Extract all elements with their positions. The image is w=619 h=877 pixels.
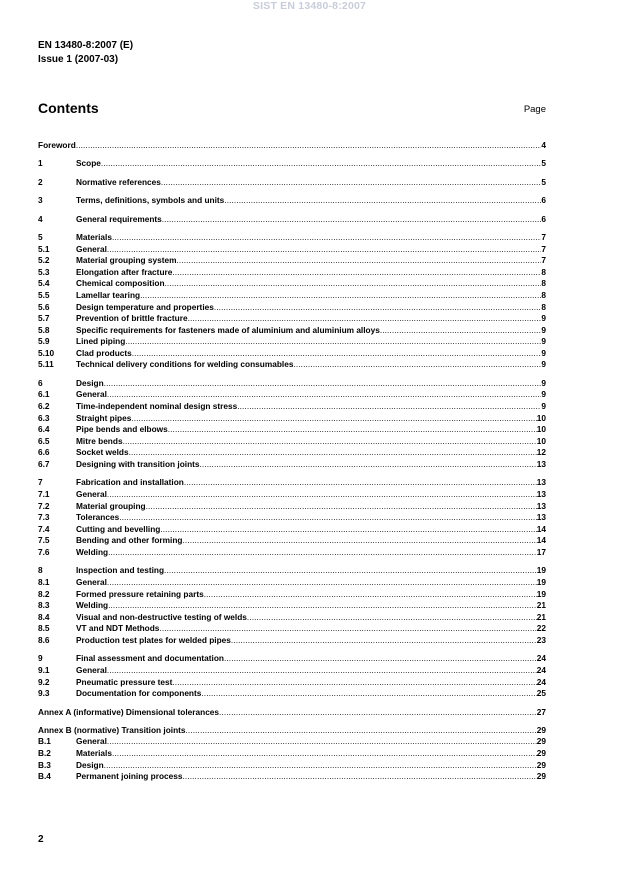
toc-entry-page: 23 bbox=[536, 634, 546, 645]
toc-entry-page: 10 bbox=[536, 412, 546, 423]
toc-entry-title: Elongation after fracture bbox=[76, 266, 173, 277]
toc-entry-title: Welding bbox=[76, 600, 109, 611]
toc-leader-dots bbox=[119, 512, 537, 524]
toc-entry-page: 21 bbox=[536, 600, 546, 611]
toc-entry[interactable] bbox=[38, 401, 546, 413]
toc-entry-title: Pipe bends and elbows bbox=[76, 424, 168, 435]
toc-entry-number: 6.4 bbox=[38, 424, 50, 435]
toc-entry-title: General bbox=[76, 243, 107, 254]
toc-entry-number: B.2 bbox=[38, 748, 51, 759]
toc-entry[interactable] bbox=[38, 325, 546, 337]
toc-entry-page: 12 bbox=[536, 447, 546, 458]
toc-entry-page: 14 bbox=[536, 535, 546, 546]
toc-entry-title: Documentation for components bbox=[76, 688, 202, 699]
toc-entry-page: 13 bbox=[536, 512, 546, 523]
toc-entry[interactable] bbox=[38, 489, 546, 501]
toc-entry-page: 10 bbox=[536, 435, 546, 446]
toc-entry-number: 6.7 bbox=[38, 459, 50, 470]
toc-entry[interactable] bbox=[38, 177, 546, 189]
toc-leader-dots bbox=[132, 348, 542, 360]
toc-entry[interactable] bbox=[38, 725, 546, 737]
toc-entry-title: Design bbox=[76, 377, 104, 388]
toc-leader-dots bbox=[224, 195, 541, 207]
toc-entry-page: 7 bbox=[541, 255, 546, 266]
toc-entry-title: Materials bbox=[76, 748, 112, 759]
toc-entry-title: General requirements bbox=[76, 213, 162, 224]
toc-entry-number: 7.2 bbox=[38, 500, 50, 511]
toc-entry-title: Designing with transition joints bbox=[76, 459, 200, 470]
toc-entry-title: General bbox=[76, 736, 107, 747]
toc-entry-number: 6.1 bbox=[38, 389, 50, 400]
toc-entry-number: 1 bbox=[38, 158, 43, 169]
toc-leader-dots bbox=[162, 214, 542, 226]
toc-entry[interactable] bbox=[38, 512, 546, 524]
toc-leader-dots bbox=[104, 760, 537, 772]
toc-entry-page: 5 bbox=[541, 176, 546, 187]
toc-entry-page: 29 bbox=[536, 771, 546, 782]
toc-entry-number: 8.6 bbox=[38, 634, 50, 645]
toc-entry[interactable] bbox=[38, 424, 546, 436]
toc-entry-number: B.1 bbox=[38, 736, 51, 747]
toc-entry-title: Formed pressure retaining parts bbox=[76, 588, 204, 599]
toc-entry-page: 13 bbox=[536, 500, 546, 511]
toc-entry-number: 5.6 bbox=[38, 301, 50, 312]
toc-entry[interactable] bbox=[38, 158, 546, 170]
toc-leader-dots bbox=[200, 459, 537, 471]
toc-entry-title: Tolerances bbox=[76, 512, 120, 523]
toc-leader-dots bbox=[159, 623, 536, 635]
toc-entry-number: 5.9 bbox=[38, 336, 50, 347]
toc-entry-title: Final assessment and documentation bbox=[76, 653, 224, 664]
toc-entry-number: 7.4 bbox=[38, 523, 50, 534]
toc-entry-page: 13 bbox=[536, 459, 546, 470]
table-of-contents bbox=[38, 140, 546, 783]
toc-entry-page: 9 bbox=[541, 401, 546, 412]
toc-leader-dots bbox=[112, 232, 541, 244]
toc-entry-title: Material grouping bbox=[76, 500, 146, 511]
page-column-label: Page bbox=[523, 104, 546, 115]
toc-leader-dots bbox=[172, 677, 536, 689]
toc-leader-dots bbox=[177, 255, 542, 267]
toc-entry-number: 2 bbox=[38, 176, 43, 187]
toc-entry-number: 6.3 bbox=[38, 412, 50, 423]
toc-leader-dots bbox=[168, 424, 537, 436]
toc-entry-title: VT and NDT Methods bbox=[76, 623, 160, 634]
toc-entry[interactable] bbox=[38, 623, 546, 635]
toc-entry[interactable] bbox=[38, 267, 546, 279]
toc-entry-title: Lined piping bbox=[76, 336, 126, 347]
contents-heading: Contents bbox=[38, 100, 99, 116]
toc-entry-page: 21 bbox=[536, 611, 546, 622]
toc-entry[interactable] bbox=[38, 535, 546, 547]
toc-entry-number: 8.3 bbox=[38, 600, 50, 611]
toc-entry-page: 4 bbox=[541, 140, 546, 150]
toc-leader-dots bbox=[107, 244, 541, 256]
toc-entry-number: 6.6 bbox=[38, 447, 50, 458]
toc-entry-number: 8.5 bbox=[38, 623, 50, 634]
toc-entry-title: Welding bbox=[76, 546, 109, 557]
toc-entry-number: 6.2 bbox=[38, 401, 50, 412]
toc-leader-dots bbox=[160, 524, 536, 536]
toc-entry-number: 5.10 bbox=[38, 347, 55, 358]
toc-leader-dots bbox=[293, 359, 541, 371]
toc-entry-title: Annex B (normative) Transition joints bbox=[38, 724, 186, 735]
toc-leader-dots bbox=[201, 688, 536, 700]
toc-entry-page: 5 bbox=[541, 158, 546, 169]
toc-entry-title: Clad products bbox=[76, 347, 132, 358]
toc-entry-page: 9 bbox=[541, 347, 546, 358]
toc-entry[interactable] bbox=[38, 736, 546, 748]
toc-entry[interactable] bbox=[38, 635, 546, 647]
toc-leader-dots bbox=[107, 489, 537, 501]
toc-entry-title: Lamellar tearing bbox=[76, 289, 141, 300]
toc-leader-dots bbox=[108, 547, 537, 559]
toc-entry[interactable] bbox=[38, 524, 546, 536]
toc-leader-dots bbox=[107, 577, 537, 589]
toc-entry[interactable] bbox=[38, 378, 546, 390]
toc-leader-dots bbox=[107, 736, 537, 748]
toc-entry-page: 6 bbox=[541, 213, 546, 224]
toc-entry-number: 8.1 bbox=[38, 576, 50, 587]
toc-entry-page: 8 bbox=[541, 301, 546, 312]
toc-entry[interactable] bbox=[38, 359, 546, 371]
toc-entry-page: 13 bbox=[536, 489, 546, 500]
toc-entry-page: 13 bbox=[536, 477, 546, 488]
toc-entry-page: 9 bbox=[541, 359, 546, 370]
toc-entry-number: 5.11 bbox=[38, 359, 54, 370]
toc-entry[interactable] bbox=[38, 565, 546, 577]
toc-entry-number: 7 bbox=[38, 477, 43, 488]
toc-entry-page: 9 bbox=[541, 313, 546, 324]
page-number: 2 bbox=[38, 834, 44, 845]
toc-entry-number: 4 bbox=[38, 213, 43, 224]
toc-entry-page: 24 bbox=[536, 653, 546, 664]
toc-entry-page: 19 bbox=[536, 576, 546, 587]
toc-leader-dots bbox=[182, 535, 536, 547]
toc-entry-title: Scope bbox=[76, 158, 101, 169]
document-header bbox=[38, 39, 133, 67]
toc-entry-number: 6 bbox=[38, 377, 43, 388]
toc-entry-title: Socket welds bbox=[76, 447, 129, 458]
toc-entry[interactable] bbox=[38, 244, 546, 256]
toc-entry-page: 17 bbox=[536, 546, 546, 557]
toc-entry-page: 9 bbox=[541, 389, 546, 400]
toc-entry-title: Visual and non-destructive testing of welds bbox=[76, 611, 247, 622]
toc-entry-title: Time-independent nominal design stress bbox=[76, 401, 238, 412]
toc-entry-number: 5.5 bbox=[38, 289, 50, 300]
toc-leader-dots bbox=[146, 501, 537, 513]
toc-leader-dots bbox=[219, 707, 537, 719]
toc-leader-dots bbox=[129, 447, 537, 459]
toc-entry-title: Inspection and testing bbox=[76, 565, 165, 576]
standard-reference: EN 13480-8:2007 (E) bbox=[38, 40, 134, 51]
toc-leader-dots bbox=[125, 336, 541, 348]
toc-entry-number: 5.1 bbox=[38, 243, 50, 254]
toc-leader-dots bbox=[183, 771, 537, 783]
toc-entry-page: 10 bbox=[536, 424, 546, 435]
toc-entry-page: 8 bbox=[541, 266, 546, 277]
toc-entry-page: 8 bbox=[541, 289, 546, 300]
toc-entry[interactable] bbox=[38, 232, 546, 244]
toc-leader-dots bbox=[172, 267, 541, 279]
toc-entry[interactable] bbox=[38, 501, 546, 513]
toc-entry-page: 14 bbox=[536, 523, 546, 534]
toc-entry-page: 9 bbox=[541, 377, 546, 388]
toc-entry-title: Straight pipes bbox=[76, 412, 132, 423]
toc-entry[interactable] bbox=[38, 677, 546, 689]
toc-entry-number: 7.3 bbox=[38, 512, 50, 523]
toc-entry[interactable] bbox=[38, 413, 546, 425]
toc-entry-page: 27 bbox=[536, 706, 546, 717]
toc-entry[interactable] bbox=[38, 665, 546, 677]
toc-entry[interactable] bbox=[38, 459, 546, 471]
toc-entry-title: Annex A (informative) Dimensional tolerances bbox=[38, 706, 220, 717]
toc-entry-page: 29 bbox=[536, 748, 546, 759]
toc-entry-number: B.3 bbox=[38, 759, 51, 770]
toc-entry-number: 5.7 bbox=[38, 313, 50, 324]
toc-entry-title: Permanent joining process bbox=[76, 771, 183, 782]
toc-entry[interactable] bbox=[38, 195, 546, 207]
toc-entry-title: Normative references bbox=[76, 176, 161, 187]
toc-entry-title: Mitre bends bbox=[76, 435, 123, 446]
toc-leader-dots bbox=[204, 589, 537, 601]
toc-leader-dots bbox=[161, 177, 542, 189]
toc-entry-number: 7.6 bbox=[38, 546, 50, 557]
toc-entry-page: 22 bbox=[536, 623, 546, 634]
toc-entry-number: 9.1 bbox=[38, 664, 50, 675]
toc-entry[interactable] bbox=[38, 214, 546, 226]
toc-entry-title: Technical delivery conditions for welding consumables bbox=[76, 359, 294, 370]
toc-entry-title: General bbox=[76, 576, 107, 587]
toc-entry-title: Fabrication and installation bbox=[76, 477, 184, 488]
toc-leader-dots bbox=[107, 389, 541, 401]
toc-entry-page: 29 bbox=[536, 736, 546, 747]
toc-entry-number: 5.2 bbox=[38, 255, 50, 266]
toc-entry-title: Bending and other forming bbox=[76, 535, 183, 546]
toc-entry-title: Specific requirements for fasteners made of aluminium and aluminium alloys bbox=[76, 324, 380, 335]
toc-leader-dots bbox=[123, 436, 537, 448]
toc-entry[interactable] bbox=[38, 348, 546, 360]
toc-entry-title: Production test plates for welded pipes bbox=[76, 634, 231, 645]
watermark: SIST EN 13480-8:2007 bbox=[252, 0, 367, 12]
toc-leader-dots bbox=[224, 653, 537, 665]
toc-entry-title: Pneumatic pressure test bbox=[76, 676, 173, 687]
toc-entry-number: 5.4 bbox=[38, 278, 50, 289]
toc-leader-dots bbox=[131, 413, 536, 425]
toc-leader-dots bbox=[237, 401, 541, 413]
toc-entry[interactable] bbox=[38, 600, 546, 612]
toc-entry[interactable] bbox=[38, 140, 546, 152]
toc-entry-page: 9 bbox=[541, 324, 546, 335]
toc-entry-number: 5 bbox=[38, 231, 43, 242]
toc-entry-title: Prevention of brittle fracture bbox=[76, 313, 188, 324]
toc-entry[interactable] bbox=[38, 688, 546, 700]
toc-entry[interactable] bbox=[38, 290, 546, 302]
toc-leader-dots bbox=[76, 140, 542, 152]
toc-entry[interactable] bbox=[38, 547, 546, 559]
toc-entry-title: Chemical composition bbox=[76, 278, 165, 289]
toc-entry-title: Material grouping system bbox=[76, 255, 177, 266]
toc-entry-page: 29 bbox=[536, 724, 546, 735]
toc-entry-number: 7.5 bbox=[38, 535, 50, 546]
toc-entry-page: 6 bbox=[541, 195, 546, 206]
toc-entry[interactable] bbox=[38, 748, 546, 760]
toc-entry[interactable] bbox=[38, 313, 546, 325]
toc-leader-dots bbox=[165, 278, 542, 290]
toc-entry-number: 5.8 bbox=[38, 324, 50, 335]
toc-entry-number: B.4 bbox=[38, 771, 51, 782]
toc-entry-title: General bbox=[76, 389, 107, 400]
toc-leader-dots bbox=[186, 725, 537, 737]
toc-entry-page: 24 bbox=[536, 676, 546, 687]
toc-leader-dots bbox=[104, 378, 542, 390]
toc-leader-dots bbox=[247, 612, 537, 624]
toc-entry[interactable] bbox=[38, 447, 546, 459]
toc-entry-number: 6.5 bbox=[38, 435, 50, 446]
toc-entry-page: 8 bbox=[541, 278, 546, 289]
toc-entry[interactable] bbox=[38, 612, 546, 624]
toc-leader-dots bbox=[380, 325, 542, 337]
toc-entry[interactable] bbox=[38, 477, 546, 489]
toc-entry-title: General bbox=[76, 489, 107, 500]
toc-entry-page: 29 bbox=[536, 759, 546, 770]
toc-entry-page: 24 bbox=[536, 664, 546, 675]
toc-entry-title: Foreword bbox=[38, 140, 76, 150]
toc-entry-number: 5.3 bbox=[38, 266, 50, 277]
toc-leader-dots bbox=[112, 748, 537, 760]
toc-leader-dots bbox=[184, 477, 537, 489]
toc-leader-dots bbox=[214, 302, 542, 314]
toc-entry-number: 9.3 bbox=[38, 688, 50, 699]
toc-entry-number: 8.4 bbox=[38, 611, 50, 622]
toc-leader-dots bbox=[188, 313, 542, 325]
toc-leader-dots bbox=[108, 600, 537, 612]
toc-entry-number: 8 bbox=[38, 565, 43, 576]
toc-entry-page: 9 bbox=[541, 336, 546, 347]
toc-entry[interactable] bbox=[38, 389, 546, 401]
toc-entry-number: 8.2 bbox=[38, 588, 50, 599]
toc-entry-number: 7.1 bbox=[38, 489, 50, 500]
toc-entry-page: 19 bbox=[536, 565, 546, 576]
toc-entry[interactable] bbox=[38, 589, 546, 601]
toc-entry[interactable] bbox=[38, 707, 546, 719]
toc-leader-dots bbox=[140, 290, 541, 302]
toc-entry[interactable] bbox=[38, 771, 546, 783]
toc-entry-number: 3 bbox=[38, 195, 43, 206]
toc-leader-dots bbox=[101, 158, 541, 170]
toc-entry[interactable] bbox=[38, 336, 546, 348]
toc-entry[interactable] bbox=[38, 436, 546, 448]
toc-entry-number: 9 bbox=[38, 653, 43, 664]
toc-entry-title: General bbox=[76, 664, 107, 675]
toc-entry[interactable] bbox=[38, 278, 546, 290]
toc-leader-dots bbox=[107, 665, 537, 677]
toc-entry[interactable] bbox=[38, 302, 546, 314]
toc-entry[interactable] bbox=[38, 577, 546, 589]
toc-entry[interactable] bbox=[38, 760, 546, 772]
toc-entry[interactable] bbox=[38, 653, 546, 665]
toc-entry-page: 7 bbox=[541, 231, 546, 242]
toc-entry-title: Terms, definitions, symbols and units bbox=[76, 195, 225, 206]
toc-entry-title: Materials bbox=[76, 231, 112, 242]
toc-entry[interactable] bbox=[38, 255, 546, 267]
toc-entry-page: 7 bbox=[541, 243, 546, 254]
toc-entry-number: 9.2 bbox=[38, 676, 50, 687]
toc-entry-title: Cutting and bevelling bbox=[76, 523, 161, 534]
issue-line: Issue 1 (2007-03) bbox=[38, 54, 119, 65]
toc-entry-page: 25 bbox=[536, 688, 546, 699]
toc-entry-page: 19 bbox=[536, 588, 546, 599]
toc-leader-dots bbox=[231, 635, 537, 647]
toc-leader-dots bbox=[164, 565, 537, 577]
toc-entry-title: Design bbox=[76, 759, 104, 770]
toc-entry-title: Design temperature and properties bbox=[76, 301, 214, 312]
